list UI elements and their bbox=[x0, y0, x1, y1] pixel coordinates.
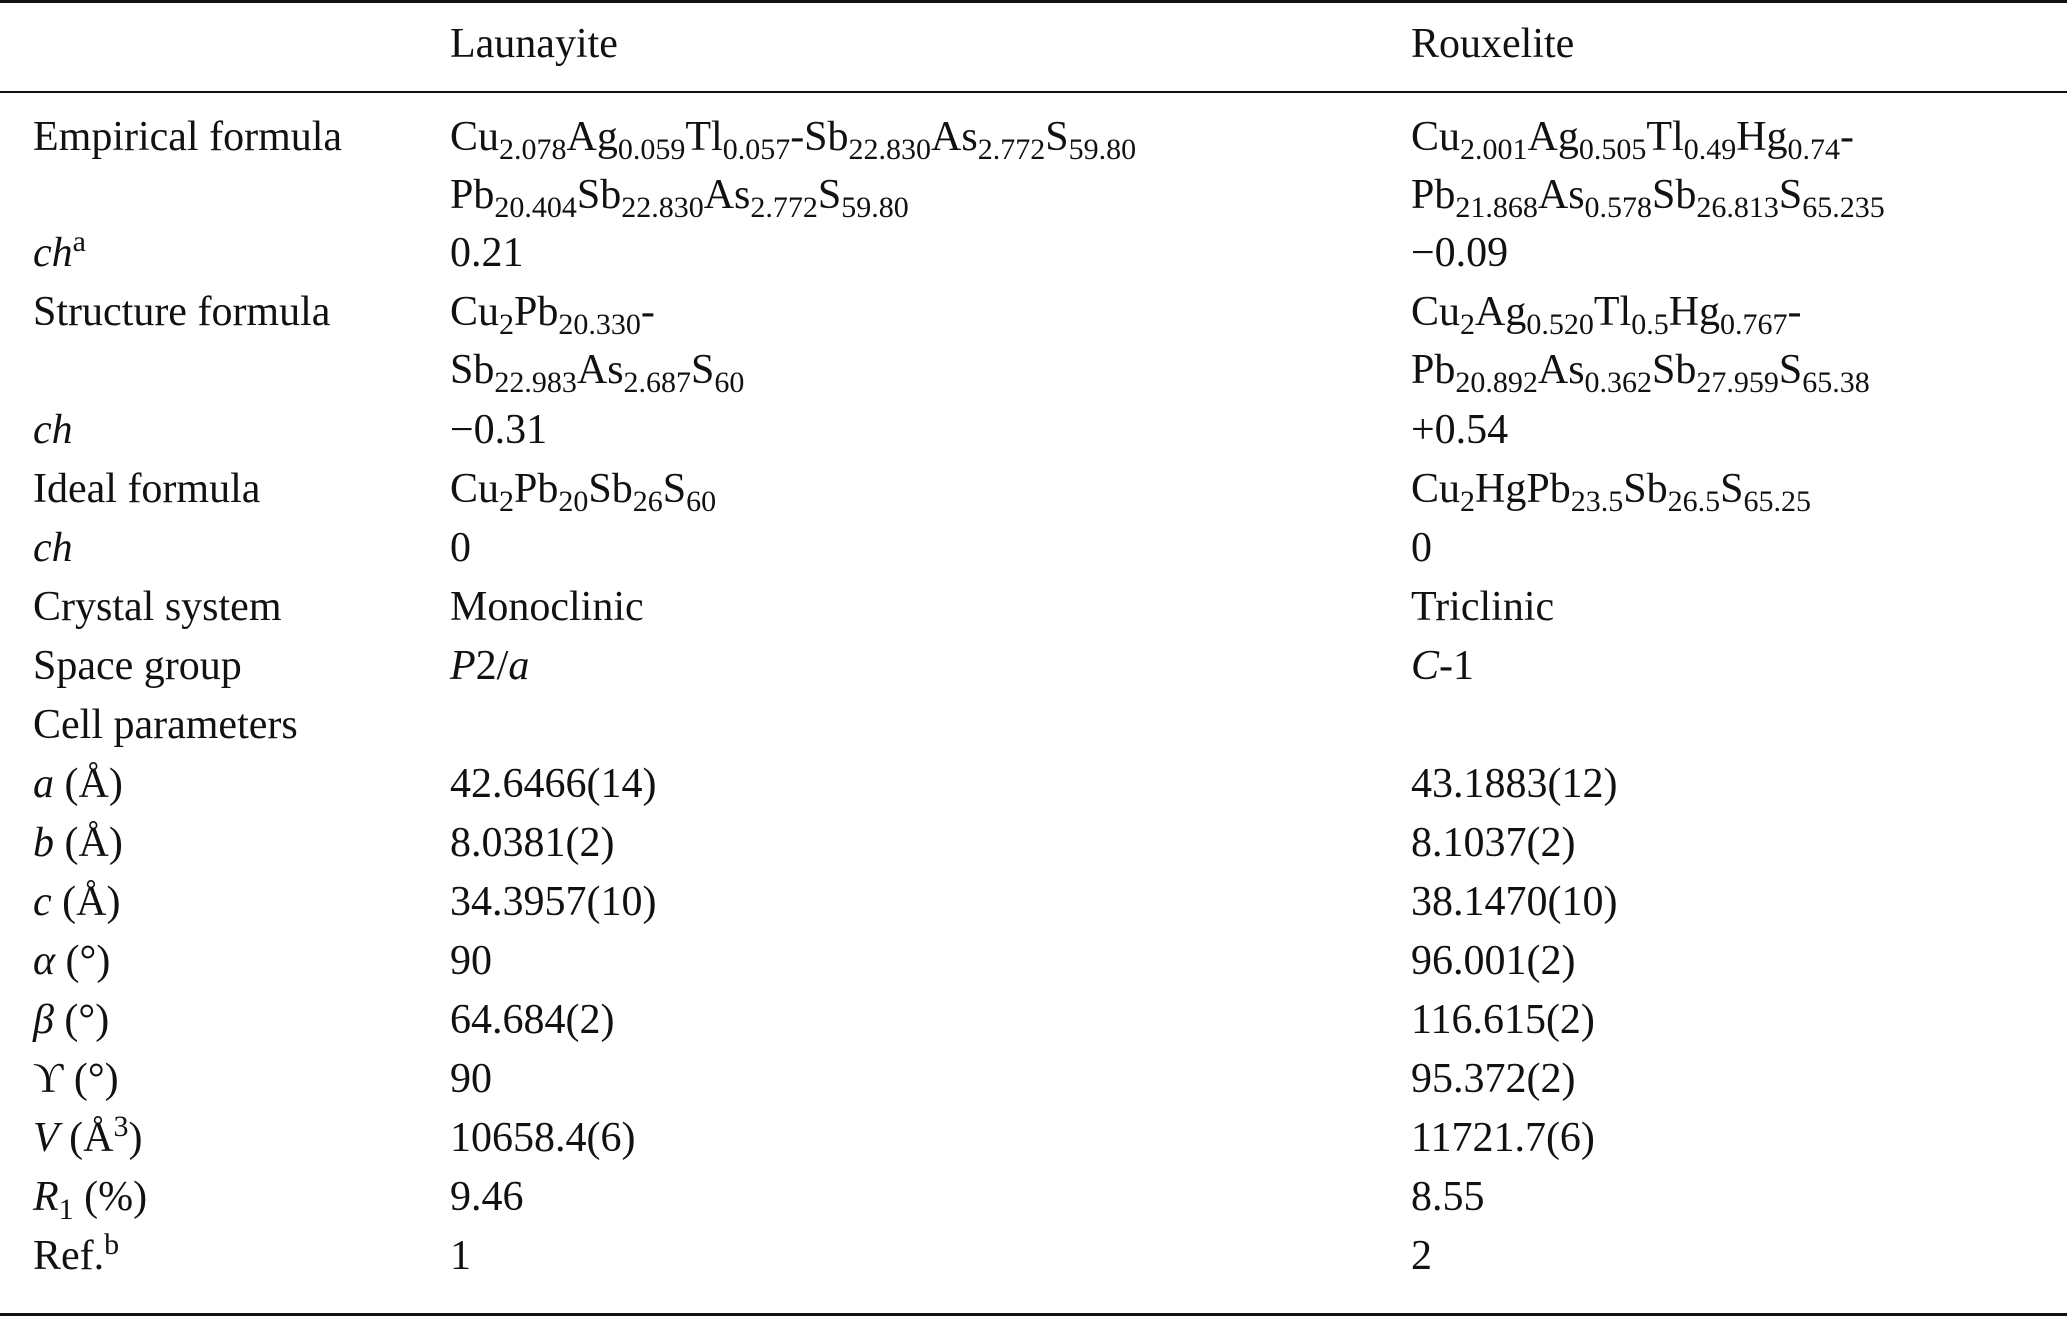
rouxelite-value: 11721.7(6) bbox=[1411, 1115, 1595, 1161]
row-label: ϒ (°) bbox=[33, 1056, 119, 1102]
row-label: V $(Å^3)$ bbox=[33, 1110, 143, 1161]
rouxelite-value: 8.55 bbox=[1411, 1174, 1485, 1220]
launayite-value: 9.46 bbox=[450, 1174, 524, 1220]
rouxelite-value: 2 bbox=[1411, 1233, 1432, 1279]
rouxelite-value: +0.54 bbox=[1411, 407, 1509, 453]
rouxelite-value: $Cu_{2.001}Ag_{0.505}Tl_{0.49}Hg_{0.74}-$ $Pb_{21.868}As_{0.578}Sb_{26.813}S_{65.235}$ bbox=[1411, 114, 1885, 224]
header-rule bbox=[0, 91, 2067, 93]
launayite-value: 0 bbox=[450, 525, 471, 571]
launayite-value: 0.21 bbox=[450, 230, 524, 276]
launayite-value: Monoclinic bbox=[450, 584, 644, 630]
launayite-value: 8.0381(2) bbox=[450, 820, 615, 866]
launayite-value: P2/a bbox=[450, 643, 530, 689]
rouxelite-value: 0 bbox=[1411, 525, 1432, 571]
launayite-value: $Cu_2Pb_{20.330}-$ $Sb_{22.983}As_{2.687}S_{60}$ bbox=[450, 289, 745, 399]
launayite-value: $Cu_{2.078}Ag_{0.059}Tl_{0.057}-Sb_{22.830}As_{2.772}S_{59.80}$ $Pb_{20.404}Sb_{22.830}As_{2.772}S_{59.80}$ bbox=[450, 114, 1137, 224]
launayite-value: 90 bbox=[450, 1056, 492, 1102]
rouxelite-value: 8.1037(2) bbox=[1411, 820, 1576, 866]
launayite-value: 42.6466(14) bbox=[450, 761, 657, 807]
row-label: c (Å) bbox=[33, 879, 121, 925]
launayite-value: $Cu_2Pb_{20}Sb_{26}S_{60}$ bbox=[450, 466, 717, 518]
column-header-launayite: Launayite bbox=[450, 21, 618, 67]
row-label: $ch^a$ bbox=[33, 225, 86, 276]
column-header-rouxelite: Rouxelite bbox=[1411, 21, 1575, 67]
row-label: Ref.$^b$ bbox=[33, 1228, 120, 1279]
row-label: Ideal formula bbox=[33, 466, 261, 512]
top-rule bbox=[0, 0, 2067, 3]
rouxelite-value: $Cu_2HgPb_{23.5}Sb_{26.5}S_{65.25}$ bbox=[1411, 466, 1811, 518]
row-label: $R_1$ (%) bbox=[33, 1174, 148, 1226]
launayite-value: 1 bbox=[450, 1233, 471, 1279]
row-label: Structure formula bbox=[33, 289, 331, 335]
launayite-value: −0.31 bbox=[450, 407, 548, 453]
row-label: ch bbox=[33, 525, 73, 571]
row-label: β (°) bbox=[33, 997, 110, 1043]
rouxelite-value: 96.001(2) bbox=[1411, 938, 1576, 984]
launayite-value: 10658.4(6) bbox=[450, 1115, 636, 1161]
rouxelite-value: 116.615(2) bbox=[1411, 997, 1595, 1043]
launayite-value: 64.684(2) bbox=[450, 997, 615, 1043]
rouxelite-value: Triclinic bbox=[1411, 584, 1555, 630]
rouxelite-value: 95.372(2) bbox=[1411, 1056, 1576, 1102]
row-label: Space group bbox=[33, 643, 242, 689]
rouxelite-value: $Cu_2Ag_{0.520}Tl_{0.5}Hg_{0.767}-$ $Pb_{20.892}As_{0.362}Sb_{27.959}S_{65.38}$ bbox=[1411, 289, 1870, 399]
rouxelite-value: −0.09 bbox=[1411, 230, 1509, 276]
row-label: b (Å) bbox=[33, 820, 123, 866]
row-label: α (°) bbox=[33, 938, 111, 984]
row-label: Cell parameters bbox=[33, 702, 298, 748]
launayite-value: 34.3957(10) bbox=[450, 879, 657, 925]
rouxelite-value: 38.1470(10) bbox=[1411, 879, 1618, 925]
bottom-rule bbox=[0, 1313, 2067, 1316]
row-label: Empirical formula bbox=[33, 114, 343, 160]
launayite-value: 90 bbox=[450, 938, 492, 984]
row-label: a (Å) bbox=[33, 761, 123, 807]
rouxelite-value: 43.1883(12) bbox=[1411, 761, 1618, 807]
rouxelite-value: C-1 bbox=[1411, 643, 1475, 689]
row-label: ch bbox=[33, 407, 73, 453]
row-label: Crystal system bbox=[33, 584, 282, 630]
